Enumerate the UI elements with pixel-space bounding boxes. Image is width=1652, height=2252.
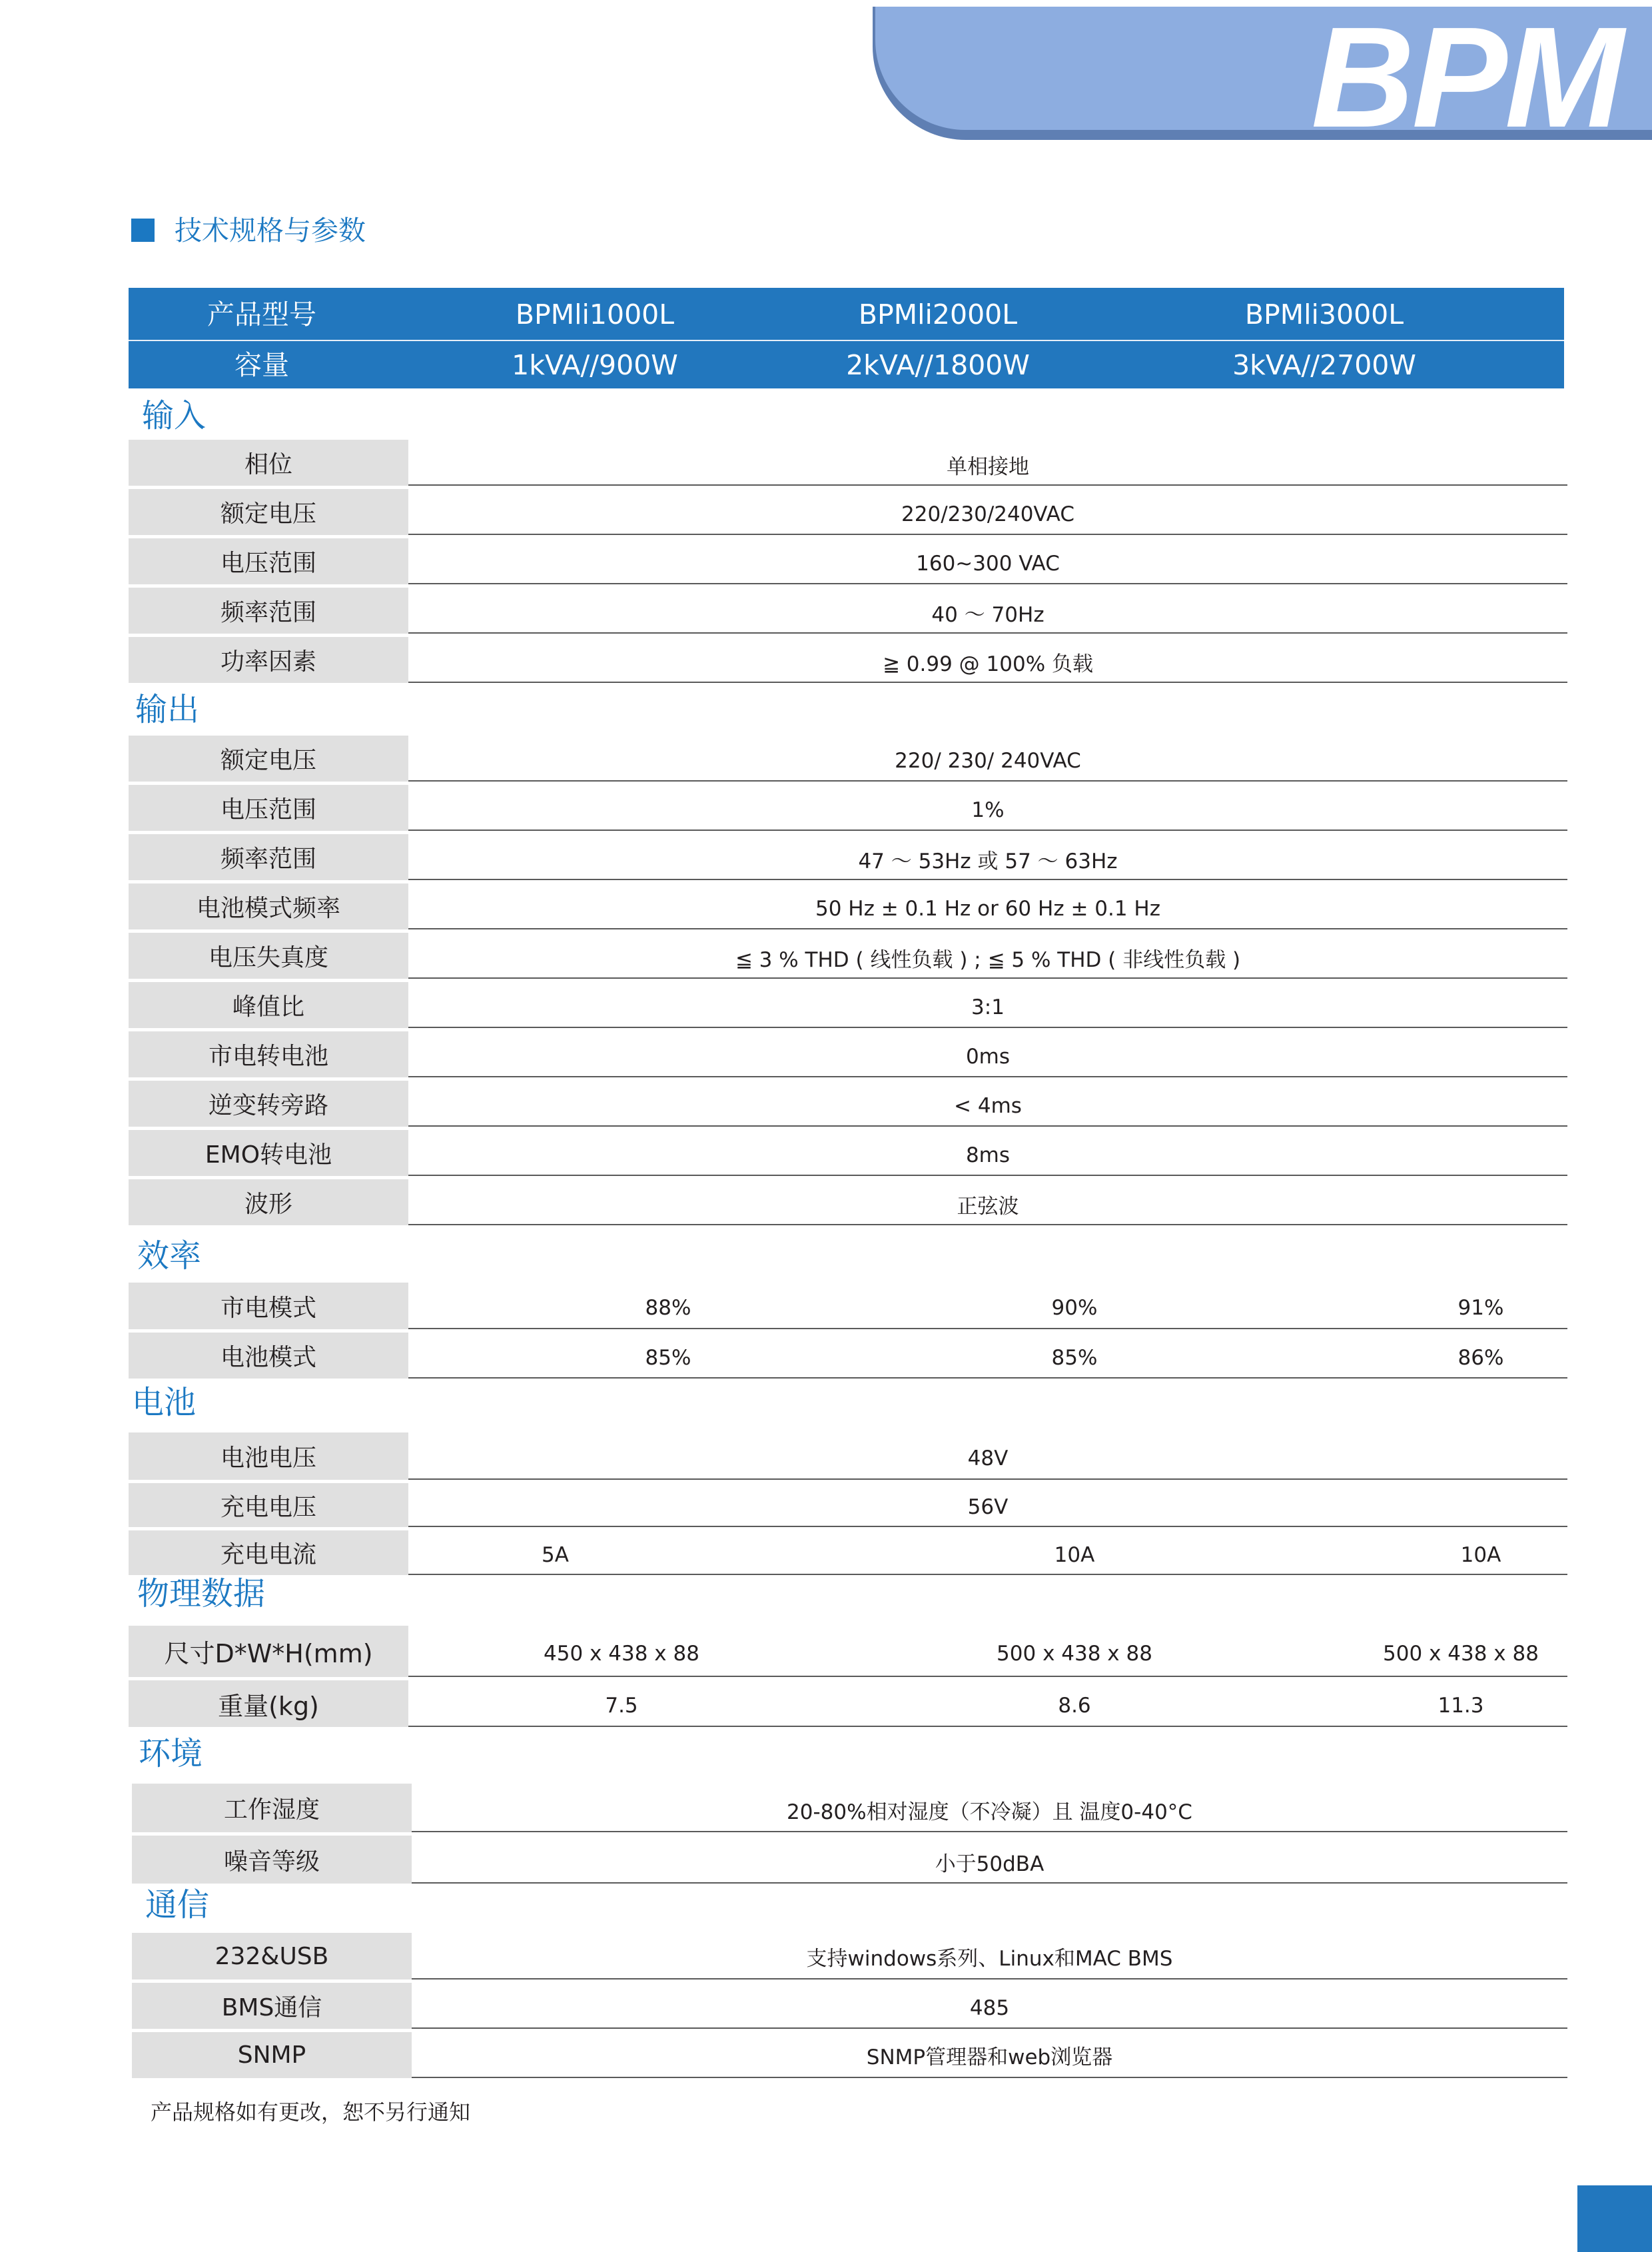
spec-label: 功率因素 [129,637,408,683]
capacity-3: 3kVA//2700W [1232,349,1416,381]
row-divider [408,1526,1567,1527]
spec-row [129,489,1567,535]
row-divider [408,1574,1567,1575]
spec-label: 峰值比 [129,982,408,1028]
spec-value-model-1: 85% [645,1345,691,1370]
row-divider [408,632,1567,634]
spec-value: 20-80%相对湿度（不冷凝）且 温度0-40°C [787,1800,1192,1824]
row-divider [408,1726,1567,1727]
spec-label: 噪音等级 [132,1836,412,1884]
spec-value-model-2: 85% [1051,1345,1098,1370]
section-title-text: 技术规格与参数 [175,215,366,247]
model-3: BPMli3000L [1244,298,1404,330]
spec-value: 小于50dBA [935,1852,1044,1876]
row-divider [408,1377,1567,1379]
row-divider [408,977,1567,979]
spec-label: 频率范围 [129,588,408,634]
spec-row [132,1836,1567,1884]
spec-value-model-1: 7.5 [605,1694,638,1718]
row-divider [408,830,1567,831]
spec-value: 3:1 [971,995,1005,1019]
spec-value: 160~300 VAC [916,551,1060,576]
spec-value: 47 ～ 53Hz 或 57 ～ 63Hz [858,849,1118,873]
spec-row [132,1983,1567,2029]
spec-label: 电压范围 [129,538,408,584]
spec-label: 电压失真度 [129,933,408,979]
spec-value-model-3: 500 x 438 x 88 [1383,1641,1539,1666]
spec-value: 220/230/240VAC [901,502,1074,526]
row-divider [408,1076,1567,1077]
spec-value: 56V [967,1495,1009,1519]
row-divider [412,2077,1567,2078]
spec-value-model-2: 90% [1051,1296,1098,1320]
spec-value-model-1: 88% [645,1296,691,1320]
capacity-1: 1kVA//900W [512,349,678,381]
spec-value: 正弦波 [957,1195,1019,1219]
model-label: 产品型号 [207,298,316,330]
spec-value: 50 Hz ± 0.1 Hz or 60 Hz ± 0.1 Hz [815,896,1161,921]
spec-label: BMS通信 [132,1983,412,2029]
spec-label: 波形 [129,1179,408,1225]
spec-label: 频率范围 [129,834,408,880]
spec-value: 40 ～ 70Hz [931,603,1044,627]
group-title-efficiency: 效率 [137,1237,202,1275]
spec-row [129,1031,1567,1077]
spec-label: EMO转电池 [129,1130,408,1176]
spec-row [129,1333,1567,1379]
group-title-physical: 物理数据 [137,1575,266,1612]
spec-value: ≦ 3 % THD ( 线性负载 ) ; ≦ 5 % THD ( 非线性负载 ) [735,948,1241,972]
spec-value: 单相接地 [947,455,1029,479]
spec-value-model-3: 86% [1457,1345,1504,1370]
spec-row [132,2032,1567,2078]
spec-value: SNMP管理器和web浏览器 [866,2045,1113,2069]
spec-row [129,785,1567,831]
spec-row [129,1283,1567,1329]
spec-value: 1% [971,798,1005,822]
spec-row [129,736,1567,782]
model-row [129,290,1564,338]
row-divider [412,1978,1567,1979]
spec-row [129,440,1567,486]
model-1: BPMli1000L [515,298,675,330]
spec-value: 48V [967,1446,1009,1470]
spec-row [129,1483,1567,1527]
spec-value: 支持windows系列、Linux和MAC BMS [806,1946,1173,1971]
group-title-input: 输入 [142,397,206,434]
row-divider [408,1328,1567,1329]
spec-label: 市电转电池 [129,1031,408,1077]
spec-value-model-3: 91% [1457,1296,1504,1320]
spec-row [129,834,1567,880]
spec-row [129,588,1567,634]
row-divider [408,682,1567,683]
spec-row [129,1626,1567,1677]
spec-row [129,1081,1567,1127]
square-bullet-icon [131,219,155,242]
page-corner-block [1577,2185,1652,2252]
group-title-battery: 电池 [132,1384,197,1421]
spec-table-header [129,288,1564,388]
row-divider [408,1125,1567,1127]
group-title-communication: 通信 [145,1886,210,1924]
spec-row [129,883,1567,929]
spec-label: 尺寸D*W*H(mm) [129,1626,408,1677]
spec-row [129,1530,1567,1575]
spec-value: 8ms [965,1143,1011,1167]
brand-logo: BPM [1311,0,1621,157]
spec-label: 相位 [129,440,408,486]
spec-value: < 4ms [954,1093,1022,1118]
row-divider [408,1224,1567,1225]
spec-value: 485 [969,1995,1010,2020]
spec-row [129,637,1567,683]
section-title [131,212,366,249]
spec-value-model-3: 11.3 [1438,1694,1484,1718]
spec-value-model-1: 5A [542,1542,569,1567]
spec-label: 额定电压 [129,736,408,782]
capacity-label: 容量 [234,349,289,381]
group-title-output: 输出 [135,691,200,728]
spec-row [132,1784,1567,1832]
spec-label: 额定电压 [129,489,408,535]
row-divider [408,1027,1567,1028]
row-divider [412,1831,1567,1832]
group-title-environment: 环境 [139,1735,203,1772]
spec-label: 逆变转旁路 [129,1081,408,1127]
spec-value-model-2: 10A [1054,1542,1095,1567]
spec-label: 电压范围 [129,785,408,831]
spec-row [129,933,1567,979]
model-2: BPMli2000L [858,298,1018,330]
spec-label: 电池模式频率 [129,883,408,929]
spec-row [132,1933,1567,1979]
spec-row [129,1130,1567,1176]
spec-row [129,538,1567,584]
spec-label: 电池电压 [129,1432,408,1480]
row-divider [408,780,1567,782]
row-divider [408,1676,1567,1677]
row-divider [408,879,1567,880]
row-divider [412,1882,1567,1884]
row-divider [408,583,1567,584]
spec-label: SNMP [132,2032,412,2078]
header-tab [875,0,1652,157]
spec-label: 充电电压 [129,1483,408,1527]
row-divider [412,2027,1567,2029]
spec-value: 0ms [965,1044,1011,1069]
capacity-row [129,341,1564,389]
spec-row [129,1432,1567,1480]
capacity-2: 2kVA//1800W [846,349,1030,381]
spec-row [129,982,1567,1028]
spec-value-model-1: 450 x 438 x 88 [544,1641,699,1666]
spec-value-model-2: 8.6 [1058,1694,1091,1718]
spec-label: 市电模式 [129,1283,408,1329]
spec-label: 充电电流 [129,1530,408,1575]
spec-label: 重量(kg) [129,1680,408,1727]
spec-row [129,1680,1567,1727]
spec-value-model-2: 500 x 438 x 88 [997,1641,1152,1666]
spec-label: 工作湿度 [132,1784,412,1832]
row-divider [408,1478,1567,1480]
spec-label: 232&USB [132,1933,412,1979]
spec-row [129,1179,1567,1225]
spec-value: 220/ 230/ 240VAC [895,748,1081,773]
row-divider [408,928,1567,929]
row-divider [408,1175,1567,1176]
spec-value-model-3: 10A [1460,1542,1501,1567]
spec-value: ≧ 0.99 @ 100% 负载 [882,652,1094,676]
footnote: 产品规格如有更改，恕不另行通知 [151,2099,471,2125]
spec-label: 电池模式 [129,1333,408,1379]
row-divider [408,484,1567,486]
row-divider [408,534,1567,535]
